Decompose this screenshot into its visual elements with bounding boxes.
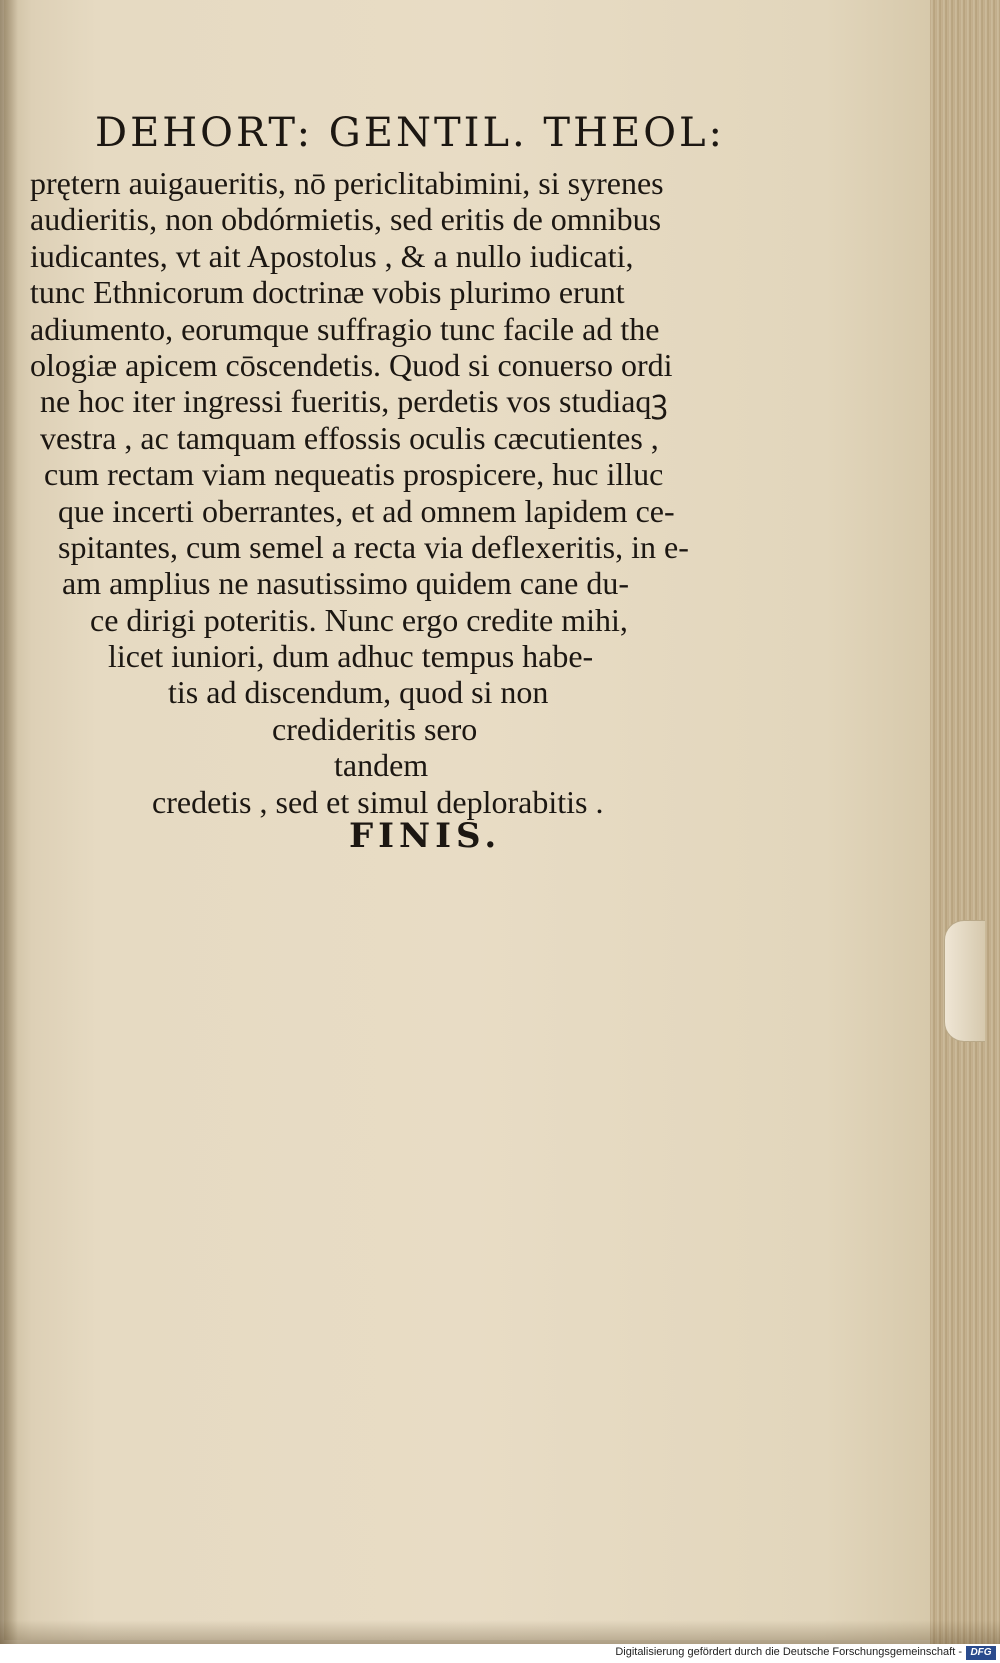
running-header: DEHORT: GENTIL. THEOL: [95,110,726,156]
text-line: credetis , sed et simul deplorabitis . [152,783,604,820]
text-line: tunc Ethnicorum doctrinæ vobis plurimo erunt [30,274,625,311]
text-line: ne hoc iter ingressi fueritis, perdetis vos studiaqꝫ [40,383,668,420]
text-line: am amplius ne nasutissimo quidem cane du- [62,565,629,602]
text-line: licet iuniori, dum adhuc tempus habe- [108,638,594,675]
text-line: adiumento, eorumque suffragio tunc facile ad the [30,310,660,347]
text-line: credideritis sero [272,710,478,747]
text-line: cum rectam viam nequeatis prospicere, huc illuc [44,456,664,493]
funding-credit: Digitalisierung gefördert durch die Deutsche Forschungsgemeinschaft - [615,1646,962,1658]
text-line: vestra , ac tamquam effossis oculis cæcutientes , [40,419,659,456]
page-edges [930,0,1000,1644]
text-line: prętern auigaueritis, nō periclitabimini, si syrenes [30,165,664,201]
text-line: ologiæ apicem cōscendetis. Quod si conuerso ordi [30,346,673,383]
text-line: iudicantes, vt ait Apostolus , & a nullo iudicati, [30,237,634,274]
text-line: ce dirigi poteritis. Nunc ergo credite mihi, [90,601,628,638]
text-line: tandem [334,747,429,784]
text-line: que incerti oberrantes, et ad omnem lapidem ce- [58,492,675,529]
text-line: audieritis, non obdórmietis, sed eritis de omnibus [30,201,662,238]
finis-mark: FINIS. [349,816,502,856]
page-clip-tab [944,920,985,1042]
text-line: tis ad discendum, quod si non [168,674,549,711]
bottom-shadow [0,1620,1000,1644]
body-text [0,165,780,820]
text-line: spitantes, cum semel a recta via deflexeritis, in e- [58,528,689,565]
dfg-logo: DFG [966,1646,996,1660]
